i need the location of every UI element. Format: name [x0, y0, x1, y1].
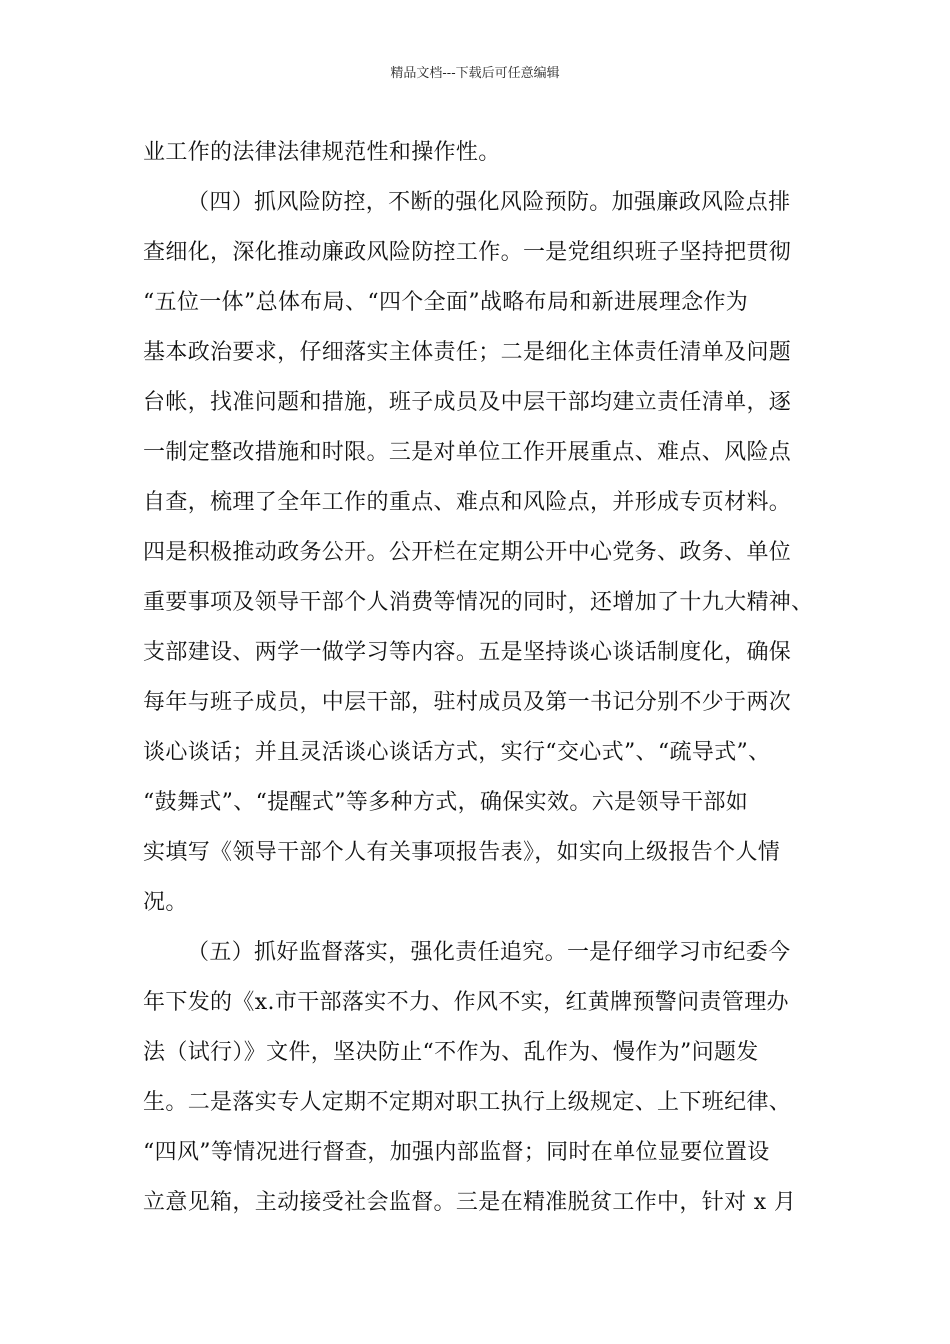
- page-header: 精品文档---下载后可任意编辑: [390, 66, 560, 81]
- text-line: 法（试行）》文件，坚决防止“不作为、乱作为、慢作为”问题发: [143, 1040, 759, 1065]
- paragraph-section-4: [143, 178, 843, 928]
- paragraph-continuation: [143, 128, 843, 178]
- text-line: 基本政治要求，仔细落实主体责任；二是细化主体责任清单及问题: [143, 340, 792, 365]
- text-line: 台帐，找准问题和措施，班子成员及中层干部均建立责任清单，逐: [143, 390, 792, 415]
- text-line: “五位一体”总体布局、“四个全面”战略布局和新进展理念作为: [143, 290, 749, 315]
- text-line: 谈心谈话；并且灵活谈心谈话方式，实行“交心式”、“疏导式”、: [143, 740, 771, 765]
- document-body: [143, 128, 843, 1228]
- text-line: 年下发的《x.市干部落实不力、作风不实，红黄牌预警问责管理办: [143, 990, 789, 1015]
- text-line: 况。: [143, 890, 188, 915]
- text-line: （五）抓好监督落实，强化责任追究。一是仔细学习市纪委今: [187, 940, 791, 965]
- text-line: 支部建设、两学一做学习等内容。五是坚持谈心谈话制度化，确保: [143, 640, 792, 665]
- text-line: 每年与班子成员，中层干部，驻村成员及第一书记分别不少于两次: [143, 690, 792, 715]
- text-line: 重要事项及领导干部个人消费等情况的同时，还增加了十九大精神、: [143, 590, 814, 615]
- text-line: 四是积极推动政务公开。公开栏在定期公开中心党务、政务、单位: [143, 540, 792, 565]
- text-line: 查细化，深化推动廉政风险防控工作。一是党组织班子坚持把贯彻: [143, 240, 792, 265]
- text-line: 立意见箱，主动接受社会监督。三是在精准脱贫工作中，针对 x 月: [143, 1190, 797, 1215]
- text-line: 实填写《领导干部个人有关事项报告表》，如实向上级报告个人情: [143, 840, 781, 865]
- text-line: “四风”等情况进行督查，加强内部监督；同时在单位显要位置设: [143, 1140, 770, 1165]
- text-line: 业工作的法律法律规范性和操作性。: [143, 140, 501, 165]
- paragraph-section-5: [143, 928, 843, 1228]
- text-line: “鼓舞式”、“提醒式”等多种方式，确保实效。六是领导干部如: [143, 790, 749, 815]
- text-line: 生。二是落实专人定期不定期对职工执行上级规定、上下班纪律、: [143, 1090, 792, 1115]
- text-line: （四）抓风险防控，不断的强化风险预防。加强廉政风险点排: [187, 190, 791, 215]
- text-line: 自查，梳理了全年工作的重点、难点和风险点，并形成专页材料。: [143, 490, 792, 515]
- text-line: 一制定整改措施和时限。三是对单位工作开展重点、难点、风险点: [143, 440, 792, 465]
